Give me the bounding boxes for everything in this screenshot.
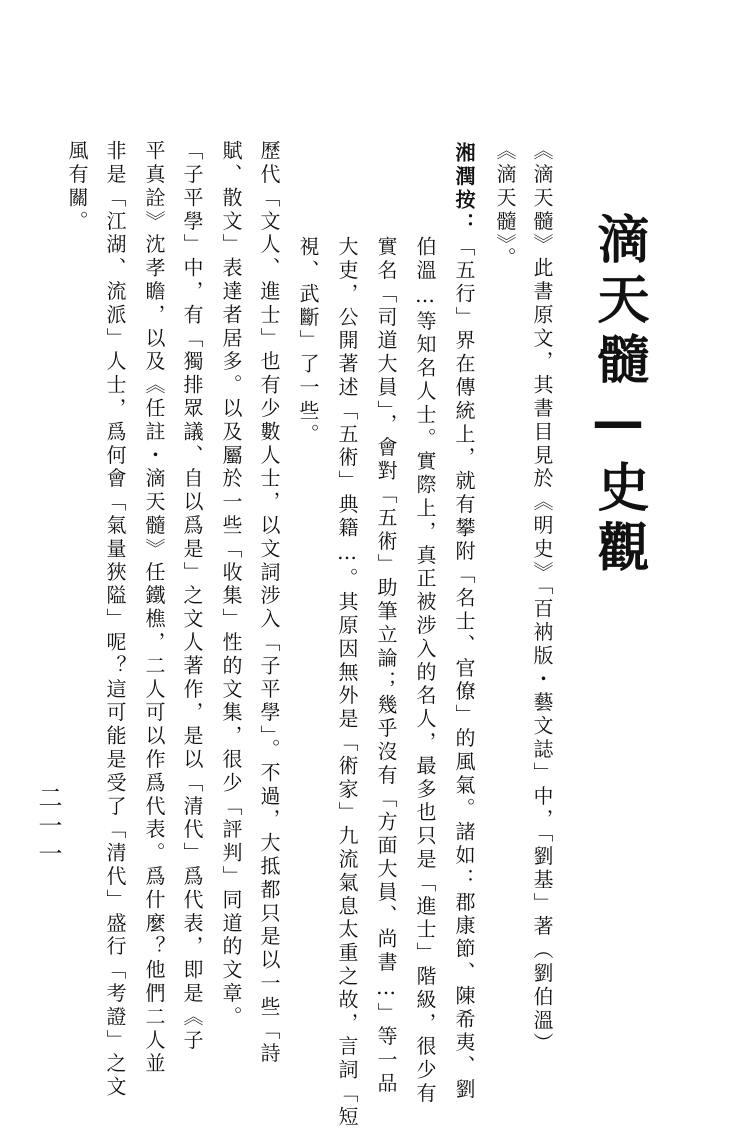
- text-column-3: 「五行」界在傳統上，就有攀附「名士、官僚」的風氣。諸如：郡康節、陳希夷、劉: [452, 236, 476, 1102]
- text-column-6: 大吏，公開著述「五術」典籍…。其原因無外是「術家」九流氣息太重之故，言詞「短: [335, 236, 359, 1129]
- text-column-12: 非是「江湖、流派」人士，爲何會「氣量狹隘」呢？這可能是受了「清代」盛行「考證」之文: [103, 140, 127, 1100]
- text-column-13: 風有關。: [65, 140, 89, 234]
- annotation-label: [454, 142, 474, 236]
- text-column-8: 歷代「文人、進士」也有少數人士，以文詞涉入「子平學」。不過，大抵都只是以一些「詩: [257, 140, 281, 1066]
- page-title: 滴天髓—史觀: [588, 212, 648, 580]
- text-column-2: 《滴天髓》。: [493, 140, 517, 271]
- text-column-9: 賦、散文」表達者居多。以及屬於一些「收集」性的文集，很少「評判」同道的文章。: [219, 140, 243, 1030]
- annotation-label-text: 湘潤按：: [452, 142, 476, 236]
- text-column-4: 伯溫…等知名人士。實際上，真正被涉入的名人，最多也只是「進士」階級，很少有: [413, 236, 437, 1106]
- page-number: 二一一: [34, 785, 62, 869]
- text-column-7: 視、武斷」了一些。: [296, 236, 320, 447]
- text-column-5: 實名「司道大員」，會對「五術」助筆立論；幾乎沒有「方面大員、尚書…」等一品: [374, 236, 398, 1096]
- text-column-10: 「子平學」中，有「獨排眾議、自以爲是」之文人著作，是以「清代」爲代表，即是《子: [180, 140, 204, 1053]
- text-column-1: 《滴天髓》此書原文，其書目見於《明史》「百衲版・藝文誌」中，「劉基」著（劉伯溫）: [530, 140, 554, 1056]
- text-column-11: 平真詮》沈孝瞻，以及《任註・滴天髓》任鐵樵，二人可以作爲代表。爲什麼？他們二人並: [142, 140, 166, 1076]
